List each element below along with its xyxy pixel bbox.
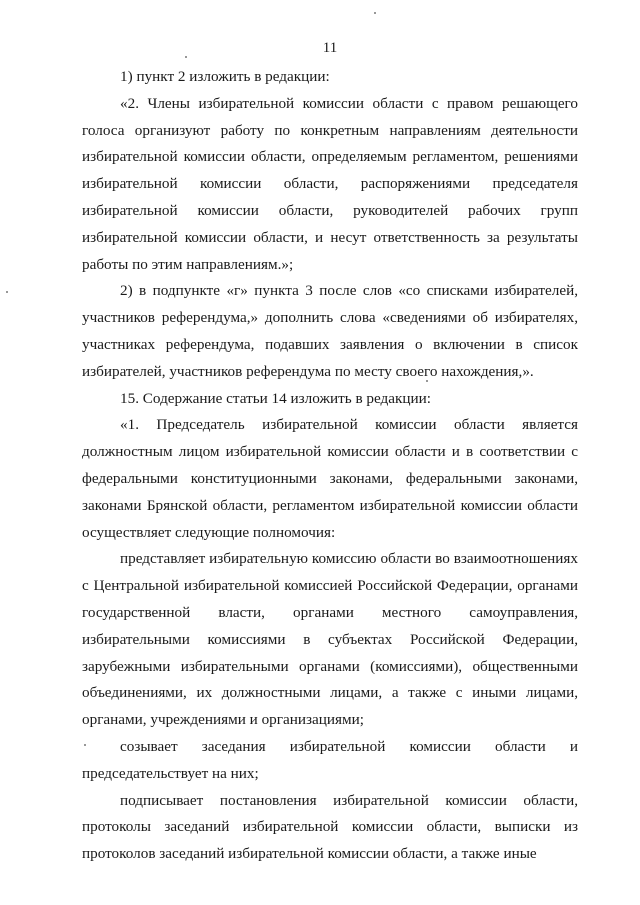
scan-speck — [185, 56, 187, 58]
paragraph-point-2-quote: «2. Члены избирательной комиссии области с правом решающего голоса организуют работу по конкретным направлениям деятельности избирательной комиссии области, определяемым регламентом, решениями избирательной комиссии области, распоряжениями председателя избирательной комиссии области, руководителей рабочих групп избирательной комиссии области, и несут ответственность за результаты работы по этим направлениям.»; — [82, 94, 578, 273]
document-body — [82, 64, 578, 868]
paragraph-item-2: 2) в подпункте «г» пункта 3 после слов «со списками избирателей, участников референдума,» дополнить слова «сведениями об избирателях, участниках референдума, подавших заявления о включении в список избирателей, участников референдума по месту своего нахождения,». — [82, 282, 578, 380]
paragraph-convenes: созывает заседания избирательной комиссии области и председательствует на них; — [82, 737, 578, 782]
scan-speck — [426, 380, 428, 382]
paragraph-signs: подписывает постановления избирательной комиссии области, протоколы заседаний избирательной комиссии области, выписки из протоколов заседаний избирательной комиссии области, а также иные — [82, 791, 578, 863]
paragraph-section-15: 15. Содержание статьи 14 изложить в редакции: — [120, 389, 431, 407]
scan-speck — [374, 12, 376, 14]
paragraph-chairman-duties: «1. Председатель избирательной комиссии области является должностным лицом избирательной комиссии области и в соответствии с федеральными конституционными законами, федеральными законами, законами Брянской области, регламентом избирательной комиссии области осуществляет следующие полномочия: — [82, 416, 578, 541]
paragraph-represents: представляет избирательную комиссию области во взаимоотношениях с Центральной избирательной комиссией Российской Федерации, органами государственной власти, органами местного самоуправления, избирательными комиссиями в субъектах Российской Федерации, зарубежными избирательными органами (комиссиями), общественными объединениями, их должностными лицами, а также с иными лицами, органами, учреждениями и организациями; — [82, 550, 578, 729]
scan-speck — [6, 291, 8, 293]
scan-speck — [84, 744, 86, 746]
paragraph-item-1: 1) пункт 2 изложить в редакции: — [120, 68, 330, 85]
page-number: 11 — [322, 40, 338, 56]
